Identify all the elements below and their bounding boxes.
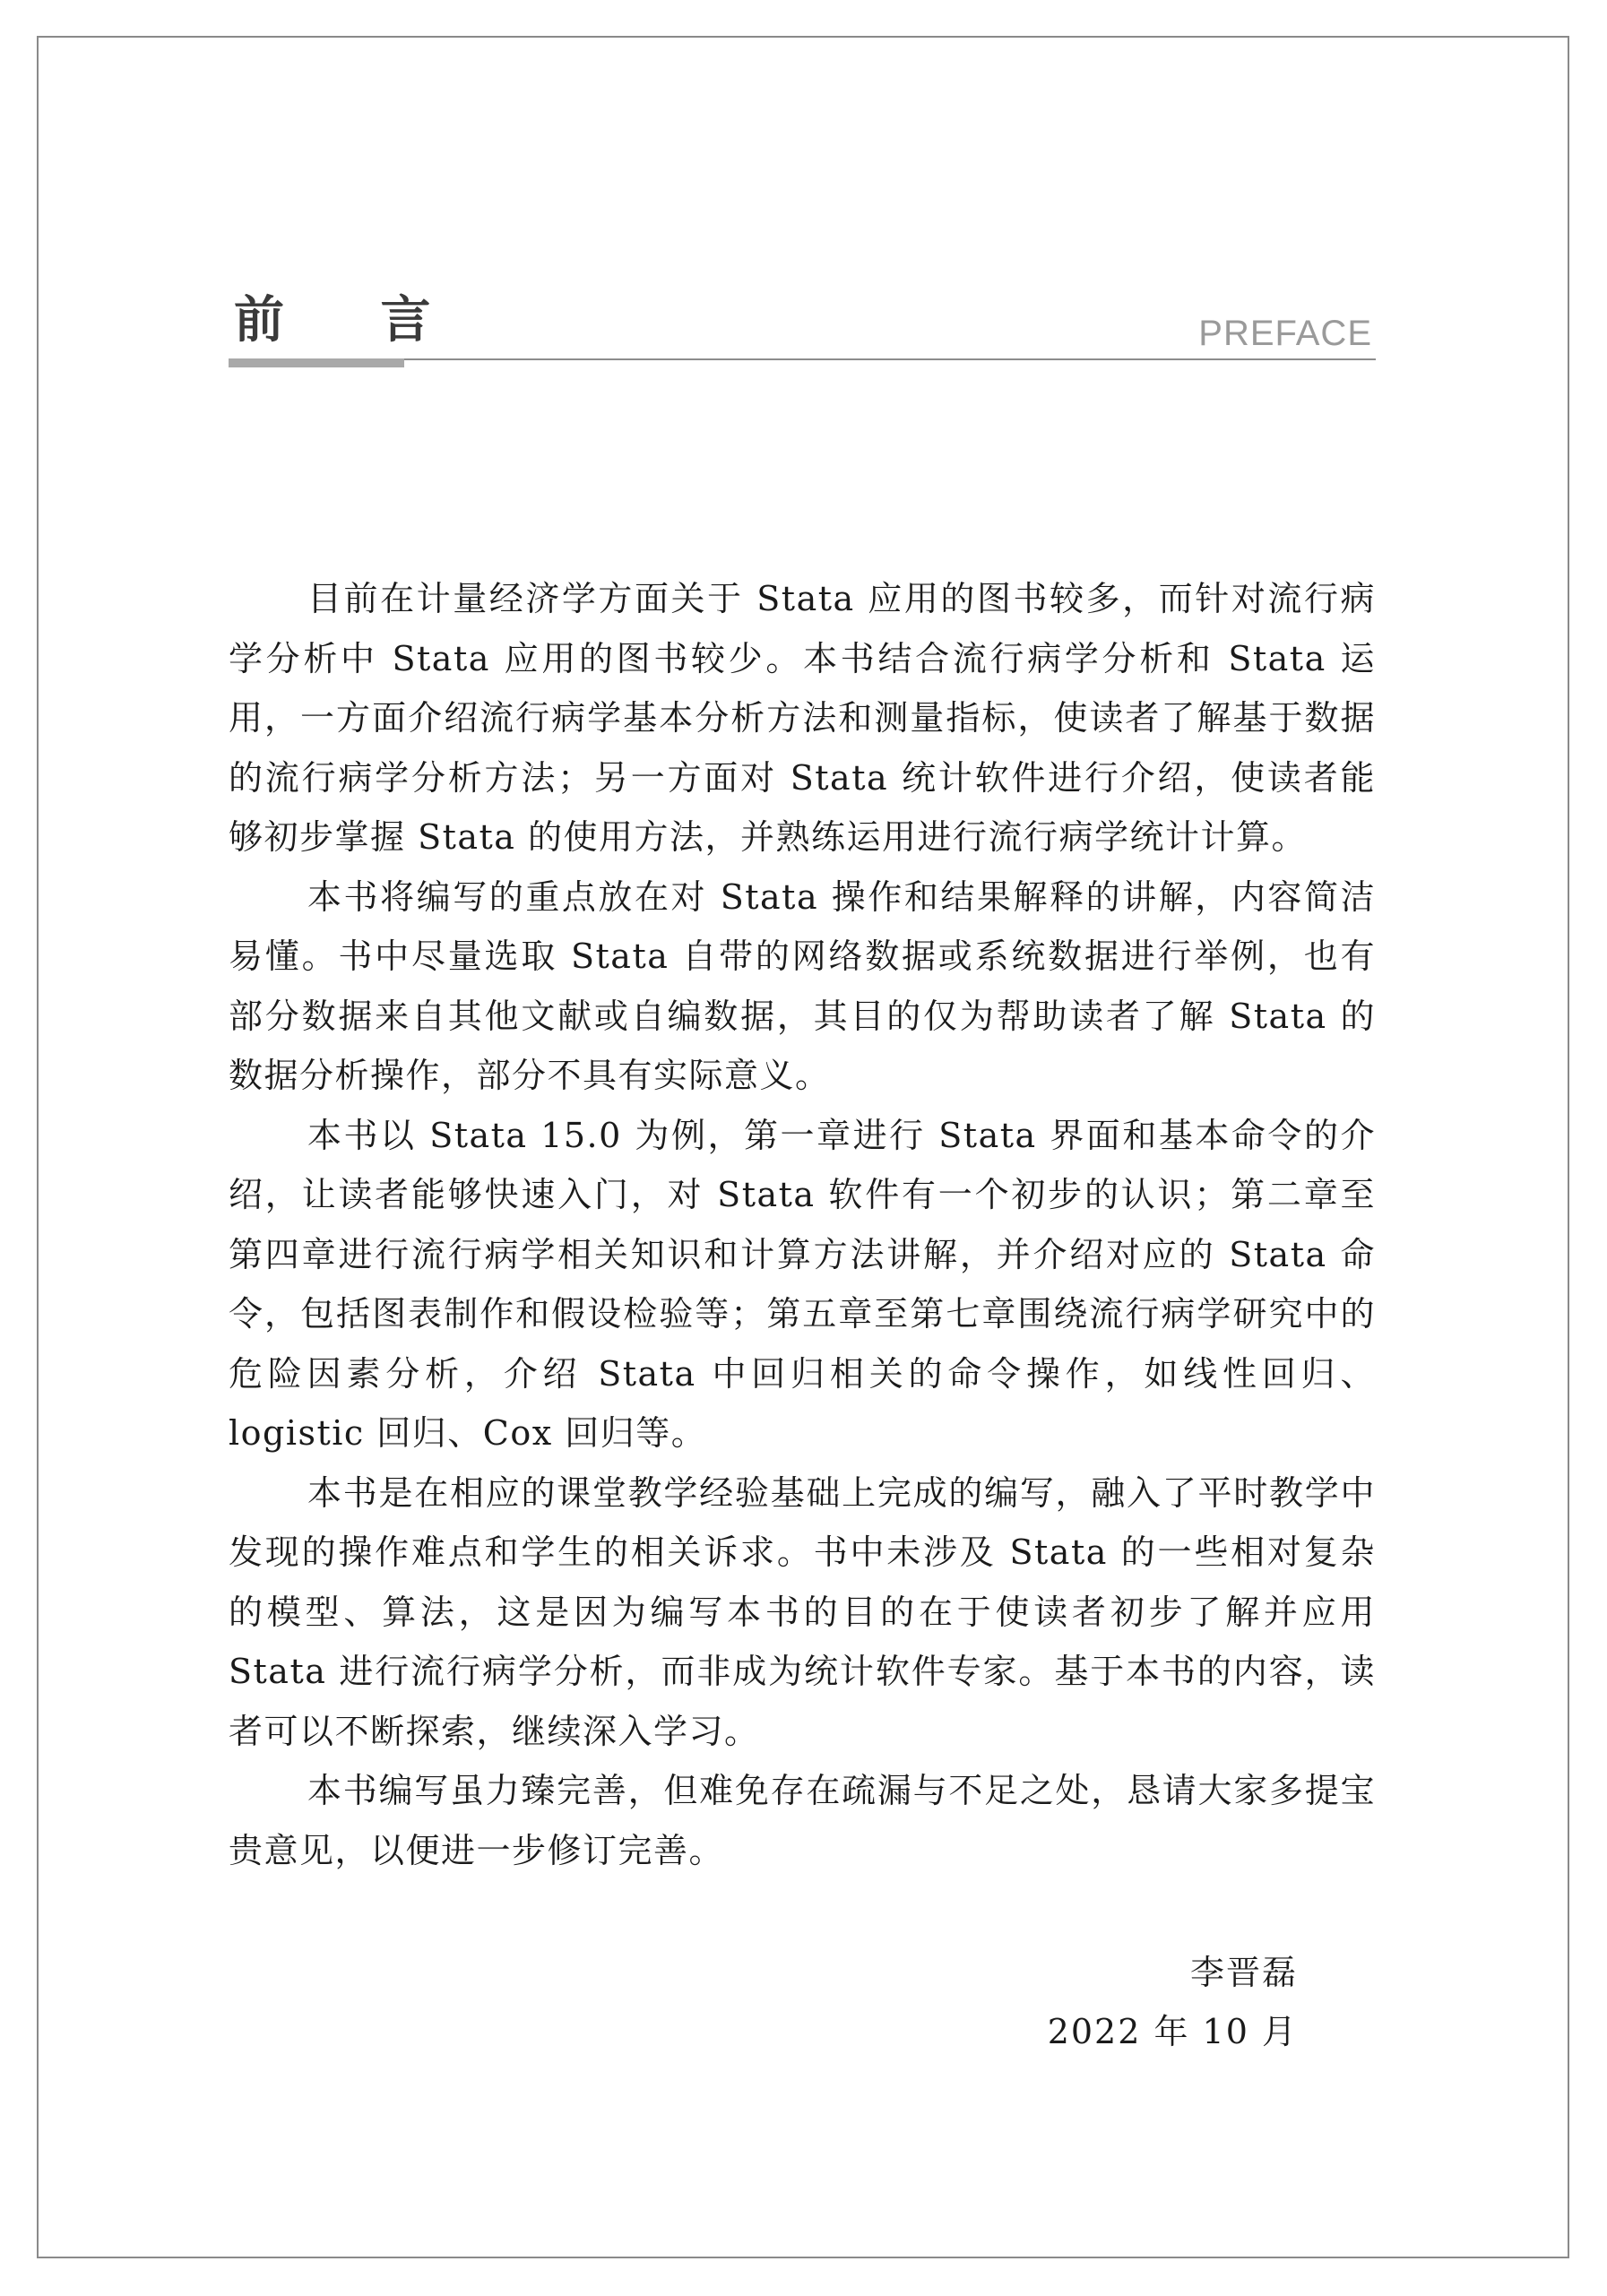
paragraph-1: 目前在计量经济学方面关于 Stata 应用的图书较多，而针对流行病学分析中 Stata 应用的图书较少。本书结合流行病学分析和 Stata 运用，一方面介绍流行病学基本分析方法和测量指标，使读者了解基于数据的流行病学分析方法；另一方面对 Stata 统计软件进行介绍，使读者能够初步掌握 Stata 的使用方法，并熟练运用进行流行病学统计计算。 xyxy=(229,579,1376,857)
paragraph-4: 本书是在相应的课堂教学经验基础上完成的编写，融入了平时教学中发现的操作难点和学生的相关诉求。书中未涉及 Stata 的一些相对复杂的模型、算法，这是因为编写本书的目的在于使读者初步了解并应用 Stata 进行流行病学分析，而非成为统计软件专家。基于本书的内容，读者可以不断探索，继续深入学习。 xyxy=(229,1472,1376,1751)
signature-date: 2022 年 10 月 xyxy=(1047,2012,1298,2051)
signature-block xyxy=(1048,1943,1298,2061)
paragraph-5: 本书编写虽力臻完善，但难免存在疏漏与不足之处，恳请大家多提宝贵意见，以便进一步修订完善。 xyxy=(229,1771,1376,1870)
preface-header xyxy=(229,289,1376,371)
page-subtitle: PREFACE xyxy=(1198,314,1372,353)
header-accent-bar xyxy=(229,358,404,367)
author-name: 李晋磊 xyxy=(1189,1953,1298,1992)
page-title: 前 言 xyxy=(234,291,471,350)
paragraph-3: 本书以 Stata 15.0 为例，第一章进行 Stata 界面和基本命令的介绍，让读者能够快速入门，对 Stata 软件有一个初步的认识；第二章至第四章进行流行病学相关知识和计算方法讲解，并介绍对应的 Stata 命令，包括图表制作和假设检验等；第五章至第七章围绕流行病学研究中的危险因素分析，介绍 Stata 中回归相关的命令操作，如线性回归、logistic 回归、Cox 回归等。 xyxy=(229,1115,1376,1453)
preface-body xyxy=(229,569,1376,1880)
paragraph-2: 本书将编写的重点放在对 Stata 操作和结果解释的讲解，内容简洁易懂。书中尽量选取 Stata 自带的网络数据或系统数据进行举例，也有部分数据来自其他文献或自编数据，其目的仅为帮助读者了解 Stata 的数据分析操作，部分不具有实际意义。 xyxy=(229,876,1376,1095)
